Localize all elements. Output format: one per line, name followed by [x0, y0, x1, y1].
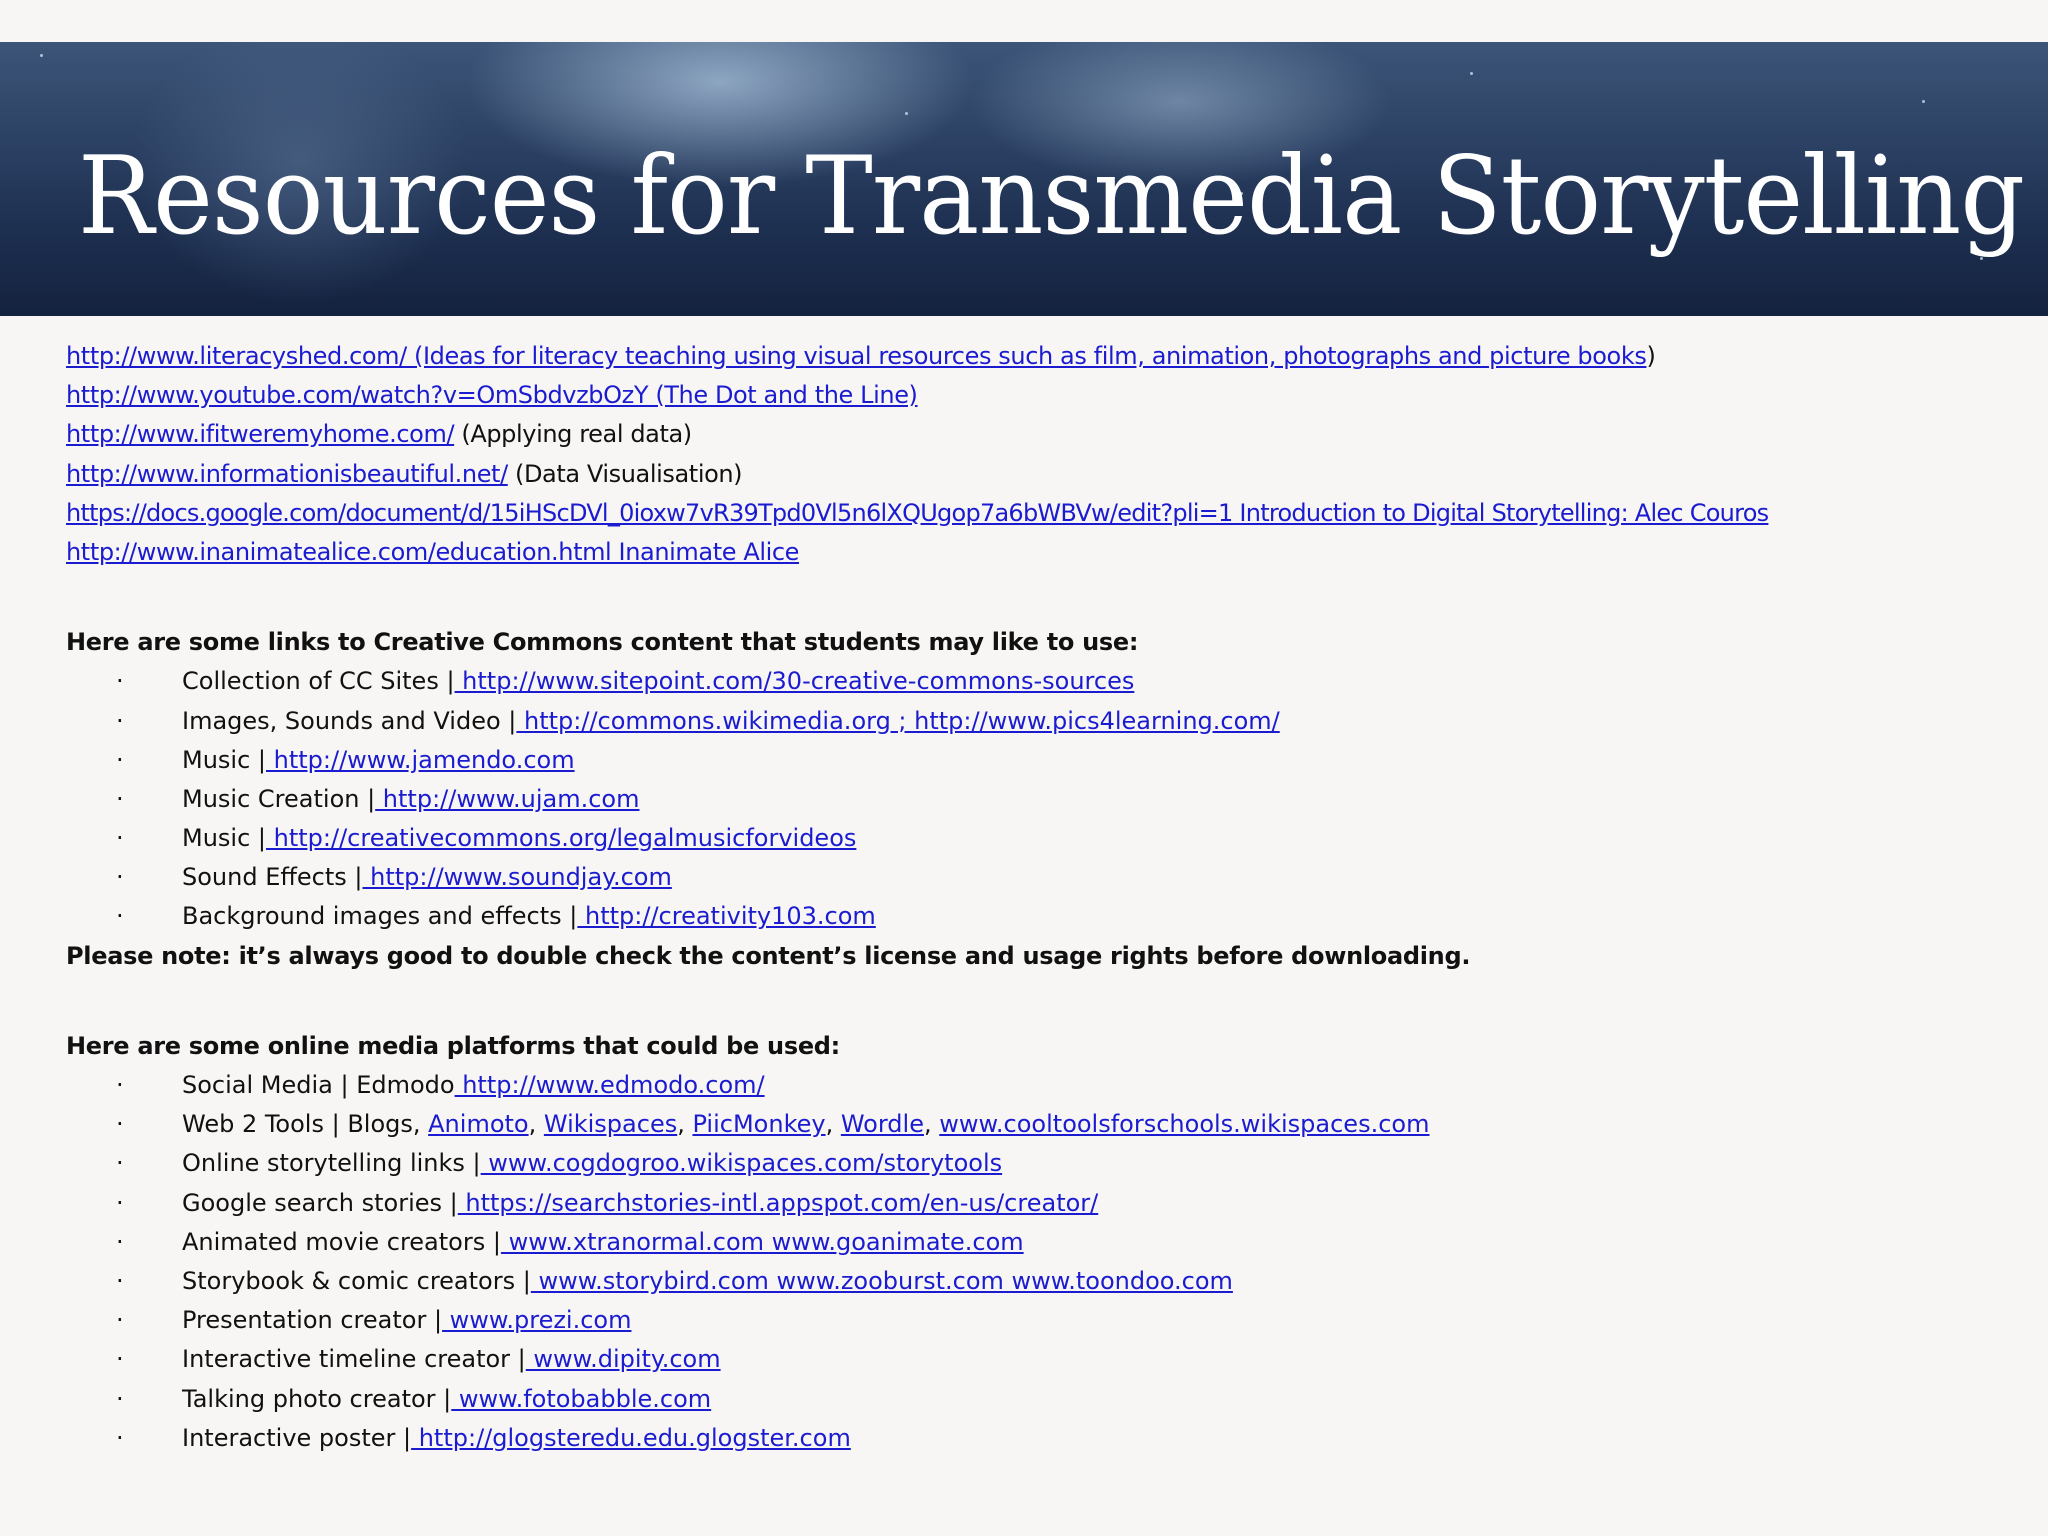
list-item: · Sound Effects | http://www.soundjay.com: [116, 863, 672, 892]
list-item: · Web 2 Tools | Blogs, Animoto, Wikispaces, PiicMonkey, Wordle, www.cooltoolsforschools.wikispaces.com: [116, 1110, 1430, 1139]
soundjay-link[interactable]: http://www.soundjay.com: [362, 863, 672, 892]
title-banner: [0, 42, 2048, 316]
inanimatealice-link[interactable]: http://www.inanimatealice.com/education.html Inanimate Alice: [66, 537, 800, 566]
page-title: Resources for Transmedia Storytelling: [78, 134, 2025, 259]
list-item: · Music Creation | http://www.ujam.com: [116, 784, 640, 813]
list-item: · Music | http://creativecommons.org/legalmusicforvideos: [116, 824, 857, 853]
list-item: · Interactive poster | http://glogsteredu.edu.glogster.com: [116, 1423, 851, 1452]
dipity-link[interactable]: www.dipity.com: [525, 1345, 721, 1374]
usage-note: Please note: it’s always good to double check the content’s license and usage rights before downloading.: [66, 941, 1471, 970]
informationisbeautiful-link[interactable]: http://www.informationisbeautiful.net/: [66, 459, 508, 488]
list-item: · Online storytelling links | www.cogdogroo.wikispaces.com/storytools: [116, 1149, 1003, 1178]
list-item: · Storybook & comic creators | www.storybird.com www.zooburst.com www.toondoo.com: [116, 1266, 1233, 1295]
list-item: · Music | http://www.jamendo.com: [116, 745, 575, 774]
cogdogroo-link[interactable]: www.cogdogroo.wikispaces.com/storytools: [480, 1149, 1003, 1178]
animated-movie-link[interactable]: www.xtranormal.com www.goanimate.com: [500, 1227, 1024, 1256]
edmodo-link[interactable]: http://www.edmodo.com/: [454, 1071, 765, 1099]
youtube-link[interactable]: http://www.youtube.com/watch?v=OmSbdvzbOzY (The Dot and the Line): [66, 381, 918, 410]
cc-sites-link[interactable]: http://www.sitepoint.com/30-creative-commons-sources: [454, 667, 1135, 696]
glogster-link[interactable]: http://glogsteredu.edu.glogster.com: [411, 1423, 851, 1452]
ujam-link[interactable]: http://www.ujam.com: [375, 784, 640, 813]
piicmonkey-link[interactable]: PiicMonkey: [692, 1110, 826, 1139]
list-item: · Animated movie creators | www.xtranormal.com www.goanimate.com: [116, 1227, 1024, 1256]
creativity103-link[interactable]: http://creativity103.com: [577, 902, 876, 931]
link-line: http://www.informationisbeautiful.net/ (Data Visualisation): [66, 459, 743, 488]
storybook-link[interactable]: www.storybird.com www.zooburst.com www.toondoo.com: [530, 1266, 1233, 1295]
link-line: [66, 376, 2016, 415]
legalmusic-link[interactable]: http://creativecommons.org/legalmusicforvideos: [266, 824, 857, 853]
wikimedia-link[interactable]: http://commons.wikimedia.org ; http://www.pics4learning.com/: [516, 706, 1280, 735]
top-links: [66, 337, 2016, 572]
google-docs-link[interactable]: https://docs.google.com/document/d/15iHScDVl_0ioxw7vR39Tpd0Vl5n6lXQUgop7a6bWBVw/edit?pli=1 Introduction to Digital Storytelling: Alec Couros: [66, 498, 1769, 527]
cc-heading: Here are some links to Creative Commons content that students may like to use:: [66, 628, 1139, 657]
list-item: · Images, Sounds and Video | http://commons.wikimedia.org ; http://www.pics4learning.com/: [116, 706, 1280, 735]
literacyshed-link[interactable]: http://www.literacyshed.com/ (Ideas for literacy teaching using visual resources such as film, animation, photographs and picture books: [66, 342, 1647, 370]
link-line: [66, 533, 2016, 572]
list-item: · Talking photo creator | www.fotobabble.com: [116, 1384, 712, 1413]
ifitweremyhome-link[interactable]: http://www.ifitweremyhome.com/: [66, 420, 455, 449]
link-line: http://www.ifitweremyhome.com/ (Applying real data): [66, 420, 692, 449]
prezi-link[interactable]: www.prezi.com: [442, 1306, 632, 1335]
link-line: http://www.literacyshed.com/ (Ideas for literacy teaching using visual resources such as film, animation, photographs and picture books): [66, 342, 1656, 370]
searchstories-link[interactable]: https://searchstories-intl.appspot.com/en-us/creator/: [457, 1188, 1099, 1217]
jamendo-link[interactable]: http://www.jamendo.com: [266, 745, 575, 774]
cc-list: [66, 662, 2016, 936]
list-item: · Presentation creator | www.prezi.com: [116, 1306, 632, 1335]
wordle-link[interactable]: Wordle: [840, 1110, 924, 1139]
link-line: [66, 494, 2016, 533]
wikispaces-link[interactable]: Wikispaces: [543, 1110, 678, 1139]
platforms-list: [66, 1066, 2016, 1458]
list-item: · Interactive timeline creator | www.dipity.com: [116, 1345, 721, 1374]
list-item: · Social Media | Edmodo http://www.edmodo.com/: [116, 1071, 765, 1099]
animoto-link[interactable]: Animoto: [428, 1110, 529, 1139]
cooltoolsforschools-link[interactable]: www.cooltoolsforschools.wikispaces.com: [939, 1110, 1430, 1139]
platforms-heading: Here are some online media platforms that could be used:: [66, 1031, 840, 1060]
list-item: · Background images and effects | http://creativity103.com: [116, 902, 876, 931]
list-item: · Google search stories | https://searchstories-intl.appspot.com/en-us/creator/: [116, 1188, 1099, 1217]
list-item: · Collection of CC Sites | http://www.sitepoint.com/30-creative-commons-sources: [116, 667, 1135, 696]
fotobabble-link[interactable]: www.fotobabble.com: [451, 1384, 712, 1413]
document-body: [66, 337, 2016, 1458]
